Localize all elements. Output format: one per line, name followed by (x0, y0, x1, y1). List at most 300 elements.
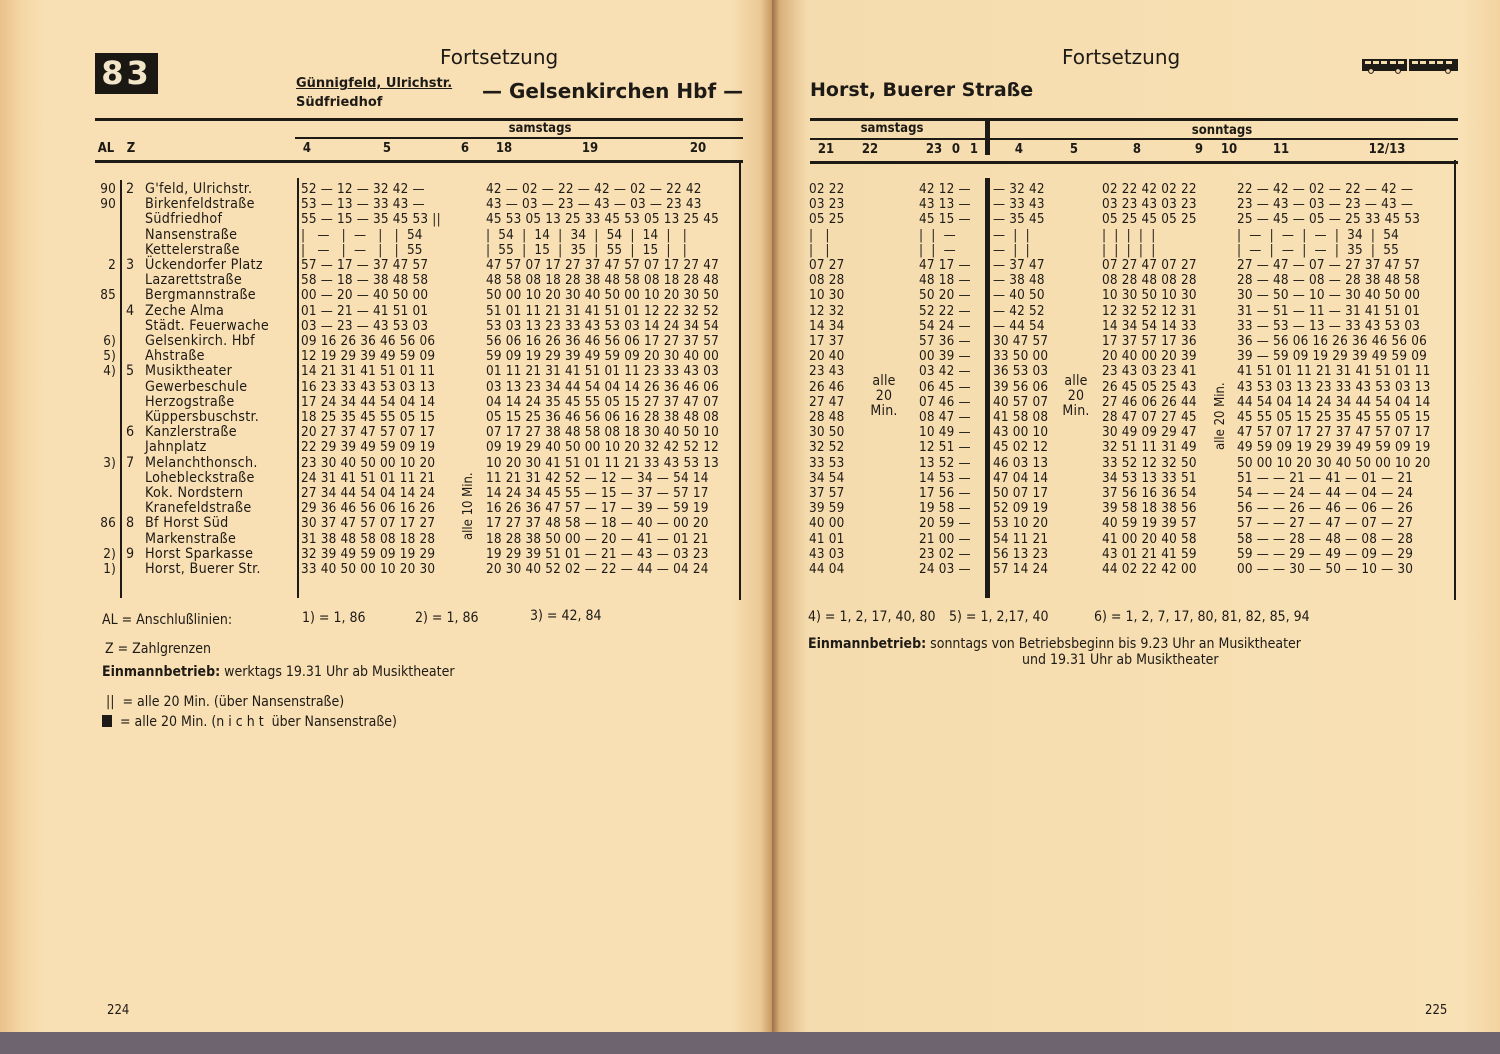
timetable-row: 36 53 03 (993, 364, 1049, 380)
timetable-row: 39 59 (809, 501, 845, 517)
zone-cell (126, 410, 140, 425)
timetable-row: 09 16 26 36 46 56 06 (301, 334, 436, 350)
al-cell: 86 (100, 516, 116, 532)
timetable-row: 55 — 15 — 35 45 53 || (301, 212, 441, 228)
timetable-row: | — | — | | 54 (301, 227, 423, 243)
timetable-row: 18 25 35 45 55 05 15 (301, 410, 436, 426)
timetable-row: 44 02 22 42 00 (1102, 562, 1197, 578)
timetable-row: 52 — 12 — 32 42 — (301, 182, 425, 197)
zone-cell (126, 349, 140, 364)
route-number-badge: 83 (95, 53, 158, 94)
stop-name: Markenstraße (145, 530, 237, 547)
stop-name: Lohebleckstraße (145, 469, 255, 486)
stop-name: Birkenfeldstraße (145, 196, 255, 213)
stop-name: Küppersbuschstr. (145, 409, 260, 426)
timetable-row: 32 39 49 59 09 19 29 (301, 546, 436, 562)
stop-name: Jahnplatz (145, 439, 207, 456)
zone-cell (126, 243, 140, 258)
timetable-row: 01 — 21 — 41 51 01 (301, 303, 429, 319)
stop-name: Ückendorfer Platz (145, 257, 263, 274)
timetable-row: 45 53 05 13 25 33 45 53 05 13 25 45 (486, 212, 719, 228)
timetable-row: 12 51 — (919, 440, 971, 456)
timetable-row: 19 58 — (919, 501, 971, 517)
timetable-row: 20 40 00 20 39 (1102, 349, 1197, 365)
timetable-row: 44 54 04 14 24 34 44 54 04 14 (1237, 394, 1431, 410)
timetable-row: | — | — | — | 35 | 55 (1237, 242, 1399, 258)
zone-cell (126, 395, 140, 410)
col-header-21: 21 (817, 142, 835, 157)
timetable-row: 30 — 50 — 10 — 30 40 50 00 (1237, 288, 1421, 304)
timetable-row: 53 — 13 — 33 43 — (301, 197, 425, 213)
al-cell: 5) (103, 349, 116, 365)
interval-line: 20 (1067, 388, 1085, 405)
timetable-row: 12 32 (809, 303, 845, 319)
col-header-9: 9 (1194, 142, 1204, 157)
legend-double-bar: = alle 20 Min. (über Nansenstraße) (122, 694, 345, 710)
zone-cell (126, 380, 140, 395)
sunday-late-times (1237, 182, 1431, 577)
timetable-row: 13 52 — (919, 455, 971, 471)
timetable-row: 42 12 — (919, 182, 971, 197)
timetable-row: 00 39 — (919, 349, 971, 365)
timetable-row: — 38 48 (993, 273, 1045, 289)
col-header-5-sun: 5 (1069, 142, 1079, 157)
timetable-row: 17 27 37 48 58 — 18 — 40 — 00 20 (486, 516, 709, 532)
timetable-row: 41 51 01 11 21 31 41 51 01 11 (1237, 364, 1431, 380)
stop-name: Musiktheater (145, 363, 233, 380)
timetable-row: | 55 | 15 | 35 | 55 | 15 | | (486, 242, 688, 258)
timetable-row: 51 01 11 21 31 41 51 01 12 22 32 52 (486, 303, 719, 319)
einmann-text: werktags 19.31 Uhr ab Musiktheater (224, 664, 455, 680)
col-header-22: 22 (861, 142, 879, 157)
timetable-row: | | (809, 227, 830, 243)
timetable-row: 21 00 — (919, 531, 971, 547)
timetable-row: — | | (993, 242, 1030, 258)
timetable-row: 57 — 17 — 37 47 57 (301, 258, 429, 274)
al-cell (96, 440, 116, 455)
timetable-row: 16 23 33 43 53 03 13 (301, 379, 436, 395)
timetable-row: 51 — — 21 — 41 — 01 — 21 (1237, 470, 1414, 486)
timetable-row: 30 49 09 29 47 (1102, 425, 1197, 441)
timetable-row: 31 38 48 58 08 18 28 (301, 531, 436, 547)
zone-cell (126, 273, 140, 288)
continuation-heading-right: Fortsetzung (1062, 45, 1181, 69)
al-cell (96, 380, 116, 395)
stop-name: Ahstraße (145, 348, 205, 365)
al-cell (96, 395, 116, 410)
interval-line: 20 (875, 388, 893, 405)
col-header-11: 11 (1272, 142, 1290, 157)
timetable-row: 45 15 — (919, 212, 971, 228)
legend-al-6: 6) = 1, 2, 7, 17, 80, 81, 82, 85, 94 (1094, 609, 1310, 625)
timetable-row: | | — (919, 227, 956, 243)
timetable-row: 20 59 — (919, 516, 971, 532)
einmann-line1: sonntags von Betriebsbeginn bis 9.23 Uhr an Musiktheater (930, 636, 1301, 652)
interval-line: alle (872, 373, 896, 389)
timetable-row: 14 53 — (919, 470, 971, 486)
timetable-row: 43 00 10 (993, 425, 1049, 441)
stop-name: Bf Horst Süd (145, 515, 229, 532)
zone-cell (126, 532, 140, 547)
timetable-row: 29 36 46 56 06 16 26 (301, 501, 436, 517)
stop-name: Melanchthonsch. (145, 454, 258, 471)
timetable-row: 12 19 29 39 49 59 09 (301, 349, 436, 365)
timetable-row: | | (809, 242, 830, 258)
timetable-row: 37 57 (809, 486, 845, 502)
timetable-row: 14 24 34 45 55 — 15 — 37 — 57 17 (486, 486, 709, 502)
al-cell: 6) (103, 334, 116, 350)
timetable-row: 44 04 (809, 562, 845, 578)
al-cell: 4) (103, 364, 116, 380)
timetable-row: 07 27 (809, 258, 845, 274)
zone-cell: 8 (126, 515, 135, 532)
timetable-row: 33 53 (809, 455, 845, 471)
zone-cell: 5 (126, 363, 135, 380)
stop-name: Gelsenkirch. Hbf (145, 333, 255, 350)
day-label-saturday-right: samstags (860, 121, 924, 136)
header-rule (95, 118, 743, 121)
al-cell: 2 (108, 258, 116, 274)
timetable-row: 43 03 (809, 546, 845, 562)
timetable-row: 28 48 (809, 410, 845, 426)
timetable-row: 19 29 39 51 01 — 21 — 43 — 03 23 (486, 546, 709, 562)
timetable-row: 22 — 42 — 02 — 22 — 42 — (1237, 182, 1414, 197)
timetable-row: 17 37 57 17 36 (1102, 334, 1197, 350)
timetable-row: — | | (993, 227, 1030, 243)
zone-cell (126, 288, 140, 303)
timetable-row: 27 46 06 26 44 (1102, 394, 1197, 410)
stop-name: Lazarettstraße (145, 272, 243, 289)
timetable-row: 20 27 37 47 57 07 17 (301, 425, 436, 441)
timetable-row: 45 02 12 (993, 440, 1049, 456)
col-header-al: AL (97, 141, 115, 156)
col-header-5: 5 (382, 141, 392, 156)
timetable-row: 54 24 — (919, 318, 971, 334)
timetable-row: 57 — — 27 — 47 — 07 — 27 (1237, 516, 1414, 532)
timetable-row: 28 47 07 27 45 (1102, 410, 1197, 426)
zone-cell (126, 486, 140, 501)
timetable-row: — 44 54 (993, 318, 1045, 334)
header-rule-mid-right (810, 138, 1458, 140)
einmann-line2: und 19.31 Uhr ab Musiktheater (1022, 652, 1219, 668)
zone-cell (126, 212, 140, 227)
legend-al-2: 2) = 1, 86 (415, 610, 479, 626)
timetable-row: 52 09 19 (993, 501, 1049, 517)
timetable-row: 10 20 30 41 51 01 11 21 33 43 53 13 (486, 455, 719, 471)
timetable-row: 43 53 03 13 23 33 43 53 03 13 (1237, 379, 1431, 395)
timetable-row: | 54 | 14 | 34 | 54 | 14 | | (486, 227, 688, 243)
timetable-row: 00 — — 30 — 50 — 10 — 30 (1237, 562, 1414, 578)
timetable-row: | — | — | — | 34 | 54 (1237, 227, 1399, 243)
times-divider (297, 178, 299, 598)
timetable-row: 16 26 36 47 57 — 17 — 39 — 59 19 (486, 501, 709, 517)
timetable-row: 46 03 13 (993, 455, 1049, 471)
timetable-row: 05 25 45 05 25 (1102, 212, 1197, 228)
timetable-row: 33 — 53 — 13 — 33 43 53 03 (1237, 318, 1421, 334)
timetable-row: 02 22 42 02 22 (1102, 182, 1197, 197)
timetable-evening (486, 182, 719, 577)
timetable-row: 50 00 10 20 30 40 50 00 10 20 (1237, 455, 1431, 471)
double-bar-symbol: || (106, 694, 115, 710)
legend-al-4: 4) = 1, 2, 17, 40, 80 (808, 609, 936, 625)
timetable-row: 48 18 — (919, 273, 971, 289)
stop-name: Kettelerstraße (145, 241, 240, 258)
al-cell (96, 243, 116, 258)
timetable-row: 43 — 03 — 23 — 43 — 03 — 23 43 (486, 197, 702, 213)
timetable-row: — 42 52 (993, 303, 1045, 319)
zone-cell (126, 471, 140, 486)
timetable-row: 08 28 48 08 28 (1102, 273, 1197, 289)
timetable-row: 56 — — 26 — 46 — 06 — 26 (1237, 501, 1414, 517)
timetable-row: 25 — 45 — 05 — 25 33 45 53 (1237, 212, 1421, 228)
timetable-row: 53 03 13 23 33 43 53 03 14 24 34 54 (486, 318, 719, 334)
timetable-row: — 40 50 (993, 288, 1045, 304)
timetable-row: 54 — — 24 — 44 — 04 — 24 (1237, 486, 1414, 502)
timetable-row: 08 28 (809, 273, 845, 289)
timetable-row: 37 56 16 36 54 (1102, 486, 1197, 502)
al-cell (96, 212, 116, 227)
timetable-row: 24 31 41 51 01 11 21 (301, 470, 436, 486)
legend-al-1: 1) = 1, 86 (302, 610, 366, 626)
al-cell (96, 486, 116, 501)
timetable-row: 04 14 24 35 45 55 05 15 27 37 47 07 (486, 394, 719, 410)
timetable-row: 27 34 44 54 04 14 24 (301, 486, 436, 502)
al-cell: 1) (103, 562, 116, 578)
stop-name: Kok. Nordstern (145, 485, 244, 502)
timetable-row: 17 24 34 44 54 04 14 (301, 394, 436, 410)
legend-black-square: = alle 20 Min. (n i c h t über Nansenstraße) (120, 714, 397, 730)
al-cell (96, 319, 116, 334)
stop-name: Kanzlerstraße (145, 424, 237, 441)
right-edge (739, 160, 741, 600)
timetable-row: 24 03 — (919, 562, 971, 578)
timetable-row: 30 47 57 (993, 334, 1049, 350)
timetable-row: 47 57 07 17 27 37 47 57 07 17 27 47 (486, 258, 719, 274)
timetable-row: — 33 43 (993, 197, 1045, 213)
right-edge-2 (1454, 160, 1456, 600)
origin-top: Günnigfeld, Ulrichstr. (296, 76, 453, 91)
zone-cell: 6 (126, 424, 135, 441)
al-cell (96, 471, 116, 486)
interval-note-20min: alle 20 Min. (1213, 382, 1228, 450)
page-number-left: 224 (107, 1003, 130, 1018)
timetable-row: 42 — 02 — 22 — 42 — 02 — 22 42 (486, 182, 702, 197)
header-rule-bottom-right (810, 161, 1458, 164)
legend-zahlgrenzen: Z = Zahlgrenzen (105, 641, 211, 657)
interval-note-10min: alle 10 Min. (461, 472, 476, 540)
col-header-0: 0 (951, 142, 961, 157)
sunday-interval-note (1056, 374, 1096, 420)
timetable-row: 28 — 48 — 08 — 28 38 48 58 (1237, 273, 1421, 289)
al-divider (120, 180, 122, 598)
timetable-row: 14 21 31 41 51 01 11 (301, 364, 436, 380)
timetable-row: 43 01 21 41 59 (1102, 546, 1197, 562)
stop-list (145, 182, 269, 577)
legend-al-5: 5) = 1, 2,17, 40 (949, 609, 1049, 625)
zone-cell: 3 (126, 257, 135, 274)
day-label-sunday: sonntags (1191, 123, 1253, 138)
col-header-23: 23 (925, 142, 943, 157)
al-column (96, 182, 116, 577)
col-header-10: 10 (1220, 142, 1238, 157)
timetable-row: — 35 45 (993, 212, 1045, 228)
al-cell (96, 501, 116, 516)
timetable-row: 03 13 23 34 44 54 04 14 26 36 46 06 (486, 379, 719, 395)
timetable-row: 33 40 50 00 10 20 30 (301, 562, 436, 578)
stop-name: Horst, Buerer Str. (145, 561, 261, 578)
timetable-row: 20 40 (809, 349, 845, 365)
timetable-row: | | | | | (1102, 242, 1156, 258)
stop-name: Gewerbeschule (145, 378, 248, 395)
stop-name: Nansenstraße (145, 226, 238, 243)
timetable-row: 50 00 10 20 30 40 50 00 10 20 30 50 (486, 288, 719, 304)
timetable-row: 10 30 (809, 288, 845, 304)
timetable-row: 26 46 (809, 379, 845, 395)
al-cell (96, 425, 116, 440)
timetable-row: 26 45 05 25 43 (1102, 379, 1197, 395)
timetable-row: 41 58 08 (993, 410, 1049, 426)
timetable-row: 34 54 (809, 470, 845, 486)
interval-line: Min. (870, 403, 898, 420)
timetable-row: 59 — — 29 — 49 — 09 — 29 (1237, 546, 1414, 562)
origin-bottom: Südfriedhof (296, 95, 383, 110)
header-rule-mid (295, 137, 743, 139)
zone-cell (126, 228, 140, 243)
stop-name: Kranefeldstraße (145, 500, 252, 517)
zone-cell (126, 440, 140, 455)
al-cell (96, 410, 116, 425)
col-header-z: Z (126, 141, 136, 156)
al-cell (96, 304, 116, 319)
sunday-early-times (993, 182, 1048, 577)
timetable-row: 12 32 52 12 31 (1102, 303, 1197, 319)
timetable-row: — 37 47 (993, 258, 1045, 274)
col-header-8: 8 (1132, 142, 1142, 157)
timetable-row: 56 13 23 (993, 546, 1049, 562)
page-number-right: 225 (1425, 1003, 1448, 1018)
black-square-icon (102, 715, 112, 727)
al-cell (96, 273, 116, 288)
timetable-row: 06 45 — (919, 379, 971, 395)
timetable-row: 59 09 19 29 39 49 59 09 20 30 40 00 (486, 349, 719, 365)
timetable-row: 39 58 18 38 56 (1102, 501, 1197, 517)
timetable-row: 14 34 54 14 33 (1102, 318, 1197, 334)
col-header-20: 20 (689, 141, 707, 156)
timetable-row: 50 20 — (919, 288, 971, 304)
timetable-row: 53 10 20 (993, 516, 1049, 532)
timetable-row: 54 11 21 (993, 531, 1049, 547)
timetable-row: 23 43 (809, 364, 845, 380)
al-cell: 3) (103, 455, 116, 471)
day-label-saturday: samstags (508, 121, 572, 136)
col-header-6: 6 (460, 141, 470, 156)
timetable-row: 18 28 38 50 00 — 20 — 41 — 01 21 (486, 531, 709, 547)
timetable-row: 56 06 16 26 36 46 56 06 17 27 37 57 (486, 334, 719, 350)
timetable-row: 43 13 — (919, 197, 971, 213)
timetable-row: 40 59 19 39 57 (1102, 516, 1197, 532)
zone-cell (126, 334, 140, 349)
timetable-row: 31 — 51 — 11 — 31 41 51 01 (1237, 303, 1421, 319)
timetable-row: 20 30 40 52 02 — 22 — 44 — 04 24 (486, 562, 709, 578)
zone-cell: 9 (126, 545, 135, 562)
timetable-row: 01 11 21 31 41 51 01 11 23 33 43 03 (486, 364, 719, 380)
interval-line: Min. (1062, 403, 1090, 420)
saturday-interval-note (862, 374, 906, 420)
timetable-row: 33 52 12 32 50 (1102, 455, 1197, 471)
timetable-row: 57 14 24 (993, 562, 1049, 578)
col-header-4: 4 (302, 141, 312, 156)
timetable-row: 03 23 (809, 197, 845, 213)
timetable-row: 30 50 (809, 425, 845, 441)
stop-name: G'feld, Ulrichstr. (145, 181, 253, 197)
timetable-row: 03 — 23 — 43 53 03 (301, 318, 429, 334)
timetable-row: 41 00 20 40 58 (1102, 531, 1197, 547)
timetable-row: 40 00 (809, 516, 845, 532)
col-header-18: 18 (495, 141, 513, 156)
continuation-heading: Fortsetzung (440, 45, 559, 69)
interval-line: alle (1064, 373, 1088, 389)
day-separator-bar (985, 178, 990, 598)
stop-name: Herzogstraße (145, 393, 235, 410)
timetable-row: 23 43 03 23 41 (1102, 364, 1197, 380)
timetable-row: 09 19 29 40 50 00 10 20 32 42 52 12 (486, 440, 719, 456)
stop-name: Bergmannstraße (145, 287, 256, 304)
timetable-row: 27 47 (809, 394, 845, 410)
timetable-row: 39 — 59 09 19 29 39 49 59 09 (1237, 349, 1428, 365)
timetable-row: 17 37 (809, 334, 845, 350)
timetable-row: — 32 42 (993, 182, 1045, 197)
timetable-row: 32 51 11 31 49 (1102, 440, 1197, 456)
timetable-row: | | — (919, 242, 956, 258)
timetable-row: 03 42 — (919, 364, 971, 380)
col-header-1: 1 (969, 142, 979, 157)
timetable-row: 52 22 — (919, 303, 971, 319)
timetable-morning (301, 182, 441, 577)
timetable-row: 02 22 (809, 182, 845, 197)
articulated-bus-icon (1362, 58, 1458, 74)
timetable-row: 41 01 (809, 531, 845, 547)
timetable-row: 34 53 13 33 51 (1102, 470, 1197, 486)
timetable-row: 32 52 (809, 440, 845, 456)
timetable-row: 23 02 — (919, 546, 971, 562)
route-via-title: — Gelsenkirchen Hbf — (482, 79, 744, 103)
timetable-row: 49 59 09 19 29 39 49 59 09 19 (1237, 440, 1431, 456)
timetable-row: 23 — 43 — 03 — 23 — 43 — (1237, 197, 1414, 213)
timetable-row: 47 57 07 17 27 37 47 57 07 17 (1237, 425, 1431, 441)
einmann-label: Einmannbetrieb: (102, 664, 221, 680)
timetable-row: 10 30 50 10 30 (1102, 288, 1197, 304)
stop-name: Südfriedhof (145, 211, 223, 228)
sunday-mid-times (1102, 182, 1197, 577)
al-cell: 90 (100, 182, 116, 197)
timetable-row: 03 23 43 03 23 (1102, 197, 1197, 213)
destination-title: Horst, Buerer Straße (810, 79, 1034, 101)
timetable-row: 58 — — 28 — 48 — 08 — 28 (1237, 531, 1414, 547)
timetable-row: | — | — | | 55 (301, 242, 423, 258)
zone-cell (126, 319, 140, 334)
timetable-row: 47 04 14 (993, 470, 1049, 486)
timetable-row: 40 57 07 (993, 394, 1049, 410)
timetable-row: 00 — 20 — 40 50 00 (301, 288, 429, 304)
timetable-row: 39 56 06 (993, 379, 1049, 395)
timetable-row: 17 56 — (919, 486, 971, 502)
timetable-row: 57 36 — (919, 334, 971, 350)
timetable-row: 48 58 08 18 28 38 48 58 08 18 28 48 (486, 273, 719, 289)
col-header-19: 19 (581, 141, 599, 156)
zone-cell (126, 562, 140, 577)
timetable-row: 07 17 27 38 48 58 08 18 30 40 50 10 (486, 425, 719, 441)
legend-al: AL = Anschlußlinien: (102, 612, 233, 628)
